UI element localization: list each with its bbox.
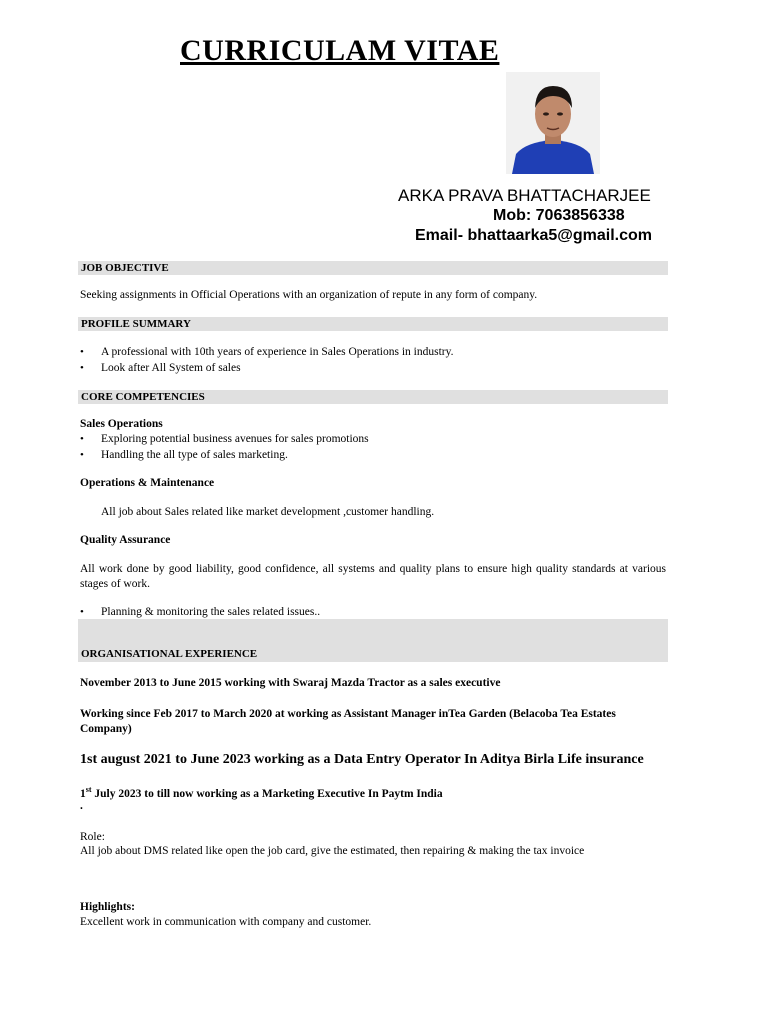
mobile-number: Mob: 7063856338 <box>493 207 625 224</box>
bullet-icon: • <box>80 362 84 374</box>
experience-date-rest: July 2023 to till now working as a Marketing Executive In Paytm India <box>91 787 443 800</box>
section-heading: ORGANISATIONAL EXPERIENCE <box>81 648 258 660</box>
section-heading: JOB OBJECTIVE <box>81 262 169 274</box>
experience-item: 1st august 2021 to June 2023 working as a Data Entry Operator In Aditya Birla Life insurance <box>80 752 644 767</box>
portrait-image-icon <box>506 72 600 174</box>
highlights-label: Highlights: <box>80 901 135 913</box>
list-item: Exploring potential business avenues for sales promotions <box>101 433 369 445</box>
section-profile-summary <box>78 317 668 331</box>
quality-assurance-text: All work done by good liability, good confidence, all systems and quality plans to ensure high quality standards at various stages of work. <box>80 563 666 590</box>
operations-maintenance-heading: Operations & Maintenance <box>80 477 215 489</box>
experience-date-day: 1 <box>80 787 86 800</box>
bullet-icon: • <box>80 433 84 445</box>
section-organisational-experience <box>78 619 668 662</box>
profile-photo <box>506 72 600 174</box>
section-heading: CORE COMPETENCIES <box>81 391 205 403</box>
quality-assurance-heading: Quality Assurance <box>80 534 171 546</box>
separator-dot: . <box>80 800 83 812</box>
objective-text: Seeking assignments in Official Operations with an organization of repute in any form of company. <box>80 289 538 301</box>
role-label: Role: <box>80 831 105 843</box>
section-core-competencies <box>78 390 668 404</box>
list-item: Handling the all type of sales marketing. <box>101 449 288 461</box>
operations-text: All job about Sales related like market development ,customer handling. <box>101 506 435 518</box>
list-item: Look after All System of sales <box>101 362 241 374</box>
sales-operations-heading: Sales Operations <box>80 418 163 430</box>
candidate-name: ARKA PRAVA BHATTACHARJEE <box>398 186 651 205</box>
section-job-objective <box>78 261 668 275</box>
bullet-icon: • <box>80 606 84 618</box>
role-text: All job about DMS related like open the job card, give the estimated, then repairing & making the tax invoice <box>80 845 585 857</box>
experience-item: Working since Feb 2017 to March 2020 at working as Assistant Manager inTea Garden (Belacoba Tea Estates Company) <box>80 708 616 735</box>
list-item: Planning & monitoring the sales related issues.. <box>101 606 321 618</box>
highlights-text: Excellent work in communication with company and customer. <box>80 916 372 928</box>
email-address: Email- bhattaarka5@gmail.com <box>415 227 653 244</box>
cv-title: CURRICULAM VITAE <box>180 34 500 67</box>
ordinal-suffix: st <box>85 785 92 794</box>
experience-item: November 2013 to June 2015 working with Swaraj Mazda Tractor as a sales executive <box>80 677 501 689</box>
experience-item <box>80 785 443 800</box>
bullet-icon: • <box>80 346 84 358</box>
list-item: A professional with 10th years of experience in Sales Operations in industry. <box>101 346 454 358</box>
section-heading: PROFILE SUMMARY <box>81 318 191 330</box>
bullet-icon: • <box>80 449 84 461</box>
